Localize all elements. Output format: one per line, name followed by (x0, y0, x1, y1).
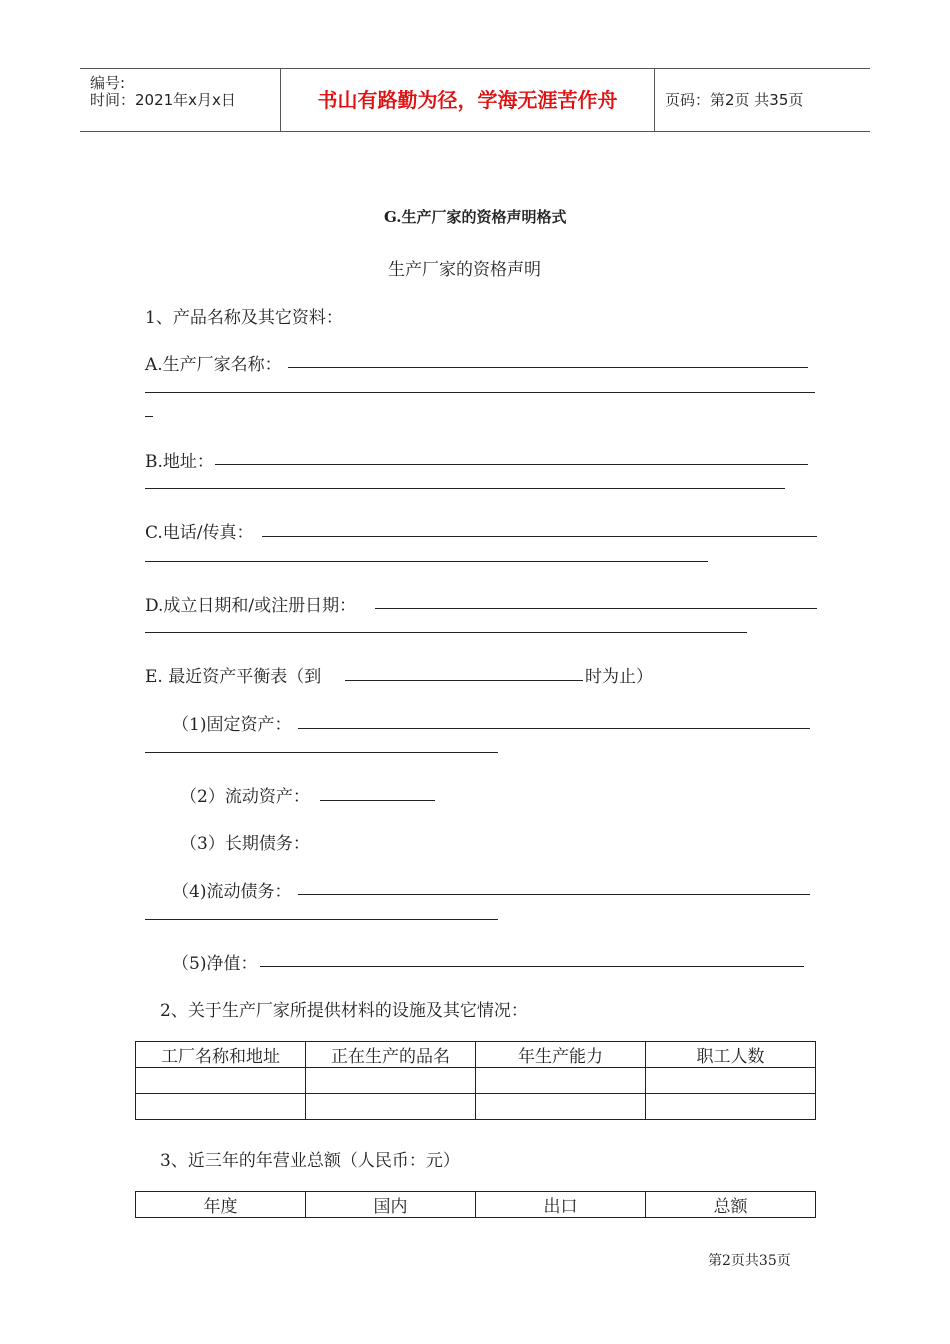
table-header-cell: 正在生产的品名 (306, 1042, 476, 1068)
table-row (136, 1094, 816, 1120)
section-title: G.生产厂家的资格声明格式 (384, 208, 567, 226)
item-1-label: 1、产品名称及其它资料： (145, 308, 343, 328)
table-cell[interactable] (646, 1068, 816, 1094)
table-header-row (136, 1192, 816, 1218)
field-e4-line-2[interactable] (145, 919, 498, 920)
field-d-line-2[interactable] (145, 632, 747, 633)
table-cell[interactable] (136, 1068, 306, 1094)
item-2-label: 2、关于生产厂家所提供材料的设施及其它情况： (160, 1001, 528, 1021)
table-header-cell: 总额 (646, 1192, 816, 1218)
field-b-label: B.地址： (145, 452, 214, 472)
field-d-label: D.成立日期和/或注册日期： (145, 596, 357, 616)
page-header (80, 68, 870, 132)
field-e1-line-1[interactable] (298, 728, 810, 729)
page-footer: 第2页共35页 (708, 1253, 791, 1269)
field-b-line-1[interactable] (215, 464, 808, 465)
document-title: 生产厂家的资格声明 (388, 260, 541, 280)
field-e2-line[interactable] (320, 800, 435, 801)
field-e2-label: （2）流动资产： (180, 787, 310, 807)
table-header-cell: 职工人数 (646, 1042, 816, 1068)
field-a-line-1[interactable] (288, 367, 808, 368)
table-header-cell: 国内 (306, 1192, 476, 1218)
field-d-line-1[interactable] (375, 608, 817, 609)
field-e-label: E. 最近资产平衡表（到 (145, 667, 322, 687)
field-e4-label: （4)流动债务： (172, 882, 292, 902)
field-a-label: A.生产厂家名称： (145, 355, 282, 375)
table-cell[interactable] (646, 1094, 816, 1120)
field-a-line-2[interactable] (145, 392, 815, 393)
header-info-cell (80, 69, 281, 131)
field-e-date-line[interactable] (345, 680, 583, 681)
field-c-line-1[interactable] (262, 536, 817, 537)
header-page-label: 页码：第2页 共35页 (665, 91, 804, 109)
field-e3-label: （3）长期债务： (180, 834, 310, 854)
table-row (136, 1068, 816, 1094)
table-cell[interactable] (136, 1094, 306, 1120)
header-motto: 书山有路勤为径，学海无涯苦作舟 (281, 69, 655, 131)
field-e1-line-2[interactable] (145, 752, 498, 753)
field-e5-line[interactable] (260, 966, 804, 967)
field-e-suffix: 时为止） (585, 667, 653, 687)
turnover-table (135, 1191, 816, 1218)
facilities-table (135, 1041, 816, 1120)
item-3-label: 3、近三年的年营业总额（人民币：元） (160, 1151, 460, 1171)
table-header-cell: 出口 (476, 1192, 646, 1218)
table-cell[interactable] (306, 1068, 476, 1094)
field-e5-label: （5)净值： (172, 954, 258, 974)
field-a-line-3 (145, 416, 153, 417)
number-label: 编号: (90, 74, 126, 92)
field-c-label: C.电话/传真： (145, 523, 254, 543)
time-label: 时间：2021年x月x日 (90, 91, 236, 109)
field-e1-label: （1)固定资产： (172, 715, 292, 735)
field-c-line-2[interactable] (145, 561, 708, 562)
table-header-cell: 年度 (136, 1192, 306, 1218)
table-cell[interactable] (476, 1094, 646, 1120)
table-header-cell: 工厂名称和地址 (136, 1042, 306, 1068)
table-header-row (136, 1042, 816, 1068)
table-header-cell: 年生产能力 (476, 1042, 646, 1068)
field-e4-line-1[interactable] (298, 894, 810, 895)
table-cell[interactable] (306, 1094, 476, 1120)
table-cell[interactable] (476, 1068, 646, 1094)
field-b-line-2[interactable] (145, 488, 785, 489)
